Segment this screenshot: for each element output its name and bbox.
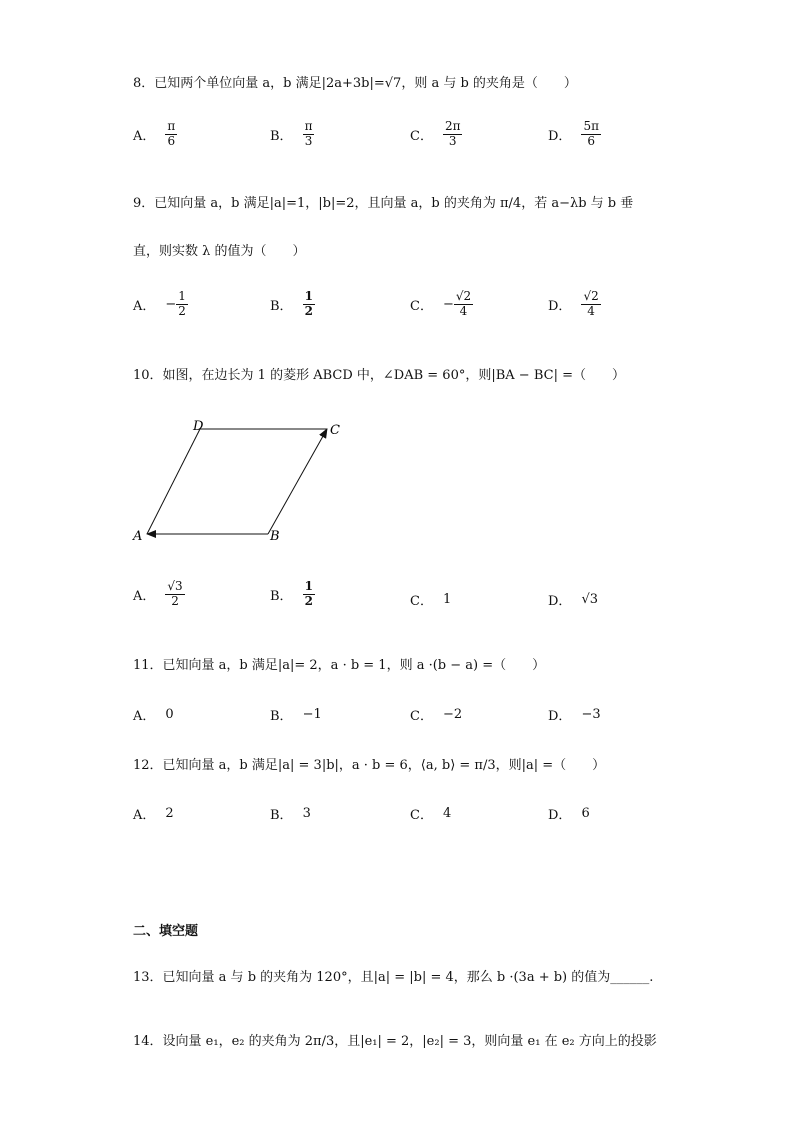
q9-option-a: A． − $\frac{1}{2}$ bbox=[133, 289, 186, 318]
question-11-stem: 11．已知向量 a，b 满足|a|= 2，a · b = 1，则 a ·(b − a) =（ ） bbox=[133, 658, 546, 673]
label-d: D bbox=[193, 419, 204, 434]
question-10-stem: 10．如图，在边长为 1 的菱形 ABCD 中，∠DAB = 60°，则|BA − BC| =（ ） bbox=[133, 368, 625, 383]
question-13-stem: 13．已知向量 a 与 b 的夹角为 120°，且|a| = |b| = 4，那么 b ·(3a + b) 的值为______. bbox=[133, 970, 654, 985]
q10-option-c: C． 1 bbox=[410, 592, 452, 609]
question-14-stem: 14．设向量 e₁，e₂ 的夹角为 2π/3，且|e₁| = 2，|e₂| = 3，则向量 e₁ 在 e₂ 方向上的投影 bbox=[133, 1034, 657, 1049]
question-9-stem-line1: 9．已知向量 a，b 满足|a|=1，|b|=2，且向量 a，b 的夹角为 π/4，若 a−λb 与 b 垂 bbox=[133, 196, 634, 211]
q8-option-c: C． $\frac{2\pi}{3}$ bbox=[410, 119, 461, 148]
side-ad bbox=[147, 429, 200, 534]
q11-option-c: C． −2 bbox=[410, 707, 463, 724]
q8-option-d: D． $\frac{5\pi}{6}$ bbox=[548, 119, 599, 148]
q12-option-a: A． 2 bbox=[133, 806, 174, 823]
section-2-heading: 二、填空题 bbox=[133, 924, 199, 939]
label-a: A bbox=[133, 529, 143, 544]
q11-option-a: A． 0 bbox=[133, 707, 174, 724]
q10-option-b: B． $\frac{1}{2}$ bbox=[270, 579, 313, 608]
q9-option-d: D． $\frac{√2}{4}$ bbox=[548, 289, 599, 318]
question-12-stem: 12．已知向量 a，b 满足|a| = 3|b|，a · b = 6，⟨a, b⟩ = π/3，则|a| =（ ） bbox=[133, 758, 606, 773]
question-8-stem: 8．已知两个单位向量 a，b 满足|2a+3b|=√7，则 a 与 b 的夹角是（ ） bbox=[133, 76, 577, 91]
q12-option-b: B． 3 bbox=[270, 806, 311, 823]
q9-option-c: C． − $\frac{√2}{4}$ bbox=[410, 289, 472, 318]
q12-option-c: C． 4 bbox=[410, 806, 452, 823]
q9-option-b: B． $\frac{1}{2}$ bbox=[270, 289, 313, 318]
q8-option-a: A． $\frac{\pi}{6}$ bbox=[133, 119, 176, 148]
label-c: C bbox=[330, 423, 340, 438]
q11-option-b: B． −1 bbox=[270, 707, 322, 724]
q10-option-d: D． √3 bbox=[548, 592, 598, 609]
rhombus-figure bbox=[130, 415, 360, 550]
q12-option-d: D． 6 bbox=[548, 806, 590, 823]
question-9-stem-line2: 直，则实数 λ 的值为（ ） bbox=[133, 244, 306, 259]
label-b: B bbox=[270, 529, 280, 544]
vector-bc bbox=[268, 429, 327, 534]
q8-option-b: B． $\frac{\pi}{3}$ bbox=[270, 119, 313, 148]
q10-option-a: A． $\frac{√3}{2}$ bbox=[133, 579, 183, 608]
q11-option-d: D． −3 bbox=[548, 707, 601, 724]
